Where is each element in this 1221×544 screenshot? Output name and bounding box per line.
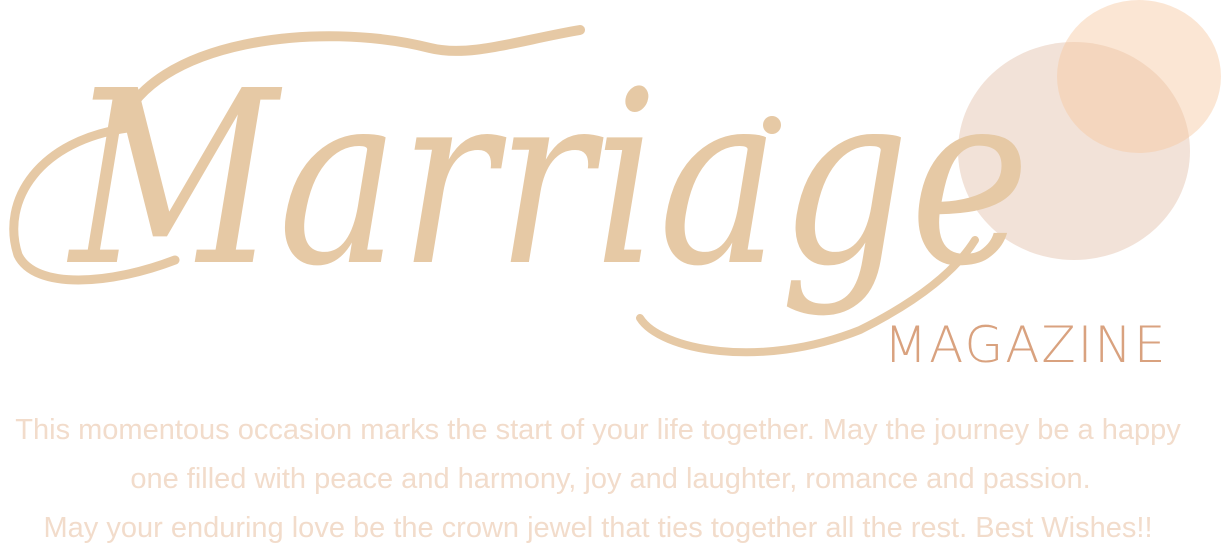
message-line: May your enduring love be the crown jewel that ties together all the rest. Best Wishes!! [43, 512, 1153, 544]
greeting-message [0, 406, 1221, 544]
message-line: This momentous occasion marks the start of your life together. May the journey be a happy [15, 414, 1181, 446]
logo-title: Marriage [66, 39, 1030, 319]
logo-subtitle: MAGAZINE [884, 316, 1168, 374]
message-line: one filled with peace and harmony, joy and laughter, romance and passion. [130, 463, 1091, 495]
